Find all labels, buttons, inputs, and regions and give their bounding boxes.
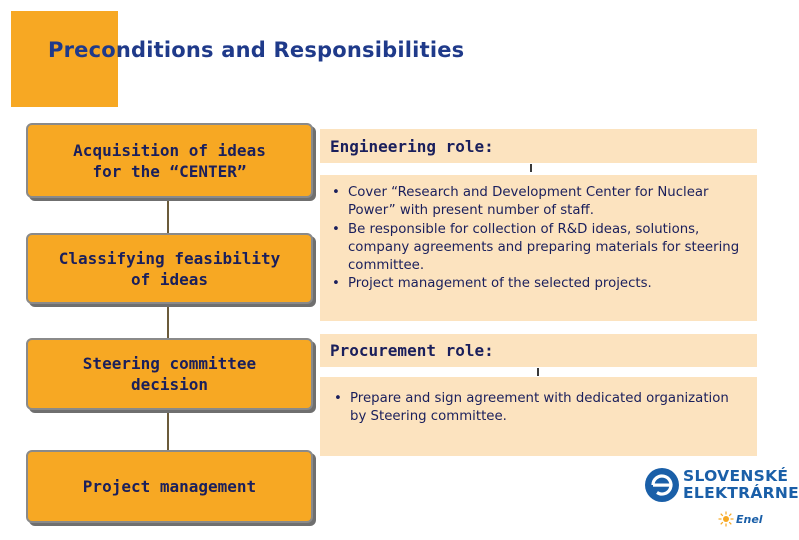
heading-tick [530,164,532,172]
heading-tick [537,368,539,376]
enel-logo-text: Enel [736,512,763,526]
procurement-role-heading [320,334,757,367]
flow-connector [167,410,169,454]
company-logo-text [683,468,799,502]
engineering-role-panel [320,175,757,321]
flow-connector [167,303,169,343]
engineering-role-heading [320,129,757,163]
flow-step-label: Classifying feasibility of ideas [58,248,281,289]
engineering-bullet: • Cover “Research and Development Center for Nuclear Power” with present number of staff. [332,184,743,221]
enel-sun-icon [718,511,734,527]
flow-step-steering [26,338,313,410]
flow-step-label: Acquisition of ideas for the “CENTER” [73,140,266,181]
logo-line-1: SLOVENSKÉ [683,467,789,485]
flow-step-project-management [26,450,313,523]
enel-logo [718,510,763,528]
procurement-role-title: Procurement role: [330,341,494,360]
engineering-role-title: Engineering role: [330,136,494,156]
flow-step-classifying [26,233,313,304]
flow-step-label: Steering committee decision [82,354,257,394]
logo-line-2: ELEKTRÁRNE [683,484,799,502]
procurement-role-panel [320,377,757,456]
flow-step-acquisition [26,123,313,198]
flow-step-label: Project management [82,477,257,496]
page-title: Preconditions and Responsibilities [48,38,465,62]
flow-connector [167,198,169,238]
slovenske-elektrarne-logo-icon [644,467,680,503]
engineering-bullet: • Be responsible for collection of R&D ideas, solutions, company agreements and preparing materials for steering committee. [332,221,743,276]
engineering-bullet: • Project management of the selected projects. [332,275,743,293]
procurement-bullet: • Prepare and sign agreement with dedicated organization by Steering committee. [334,390,743,427]
